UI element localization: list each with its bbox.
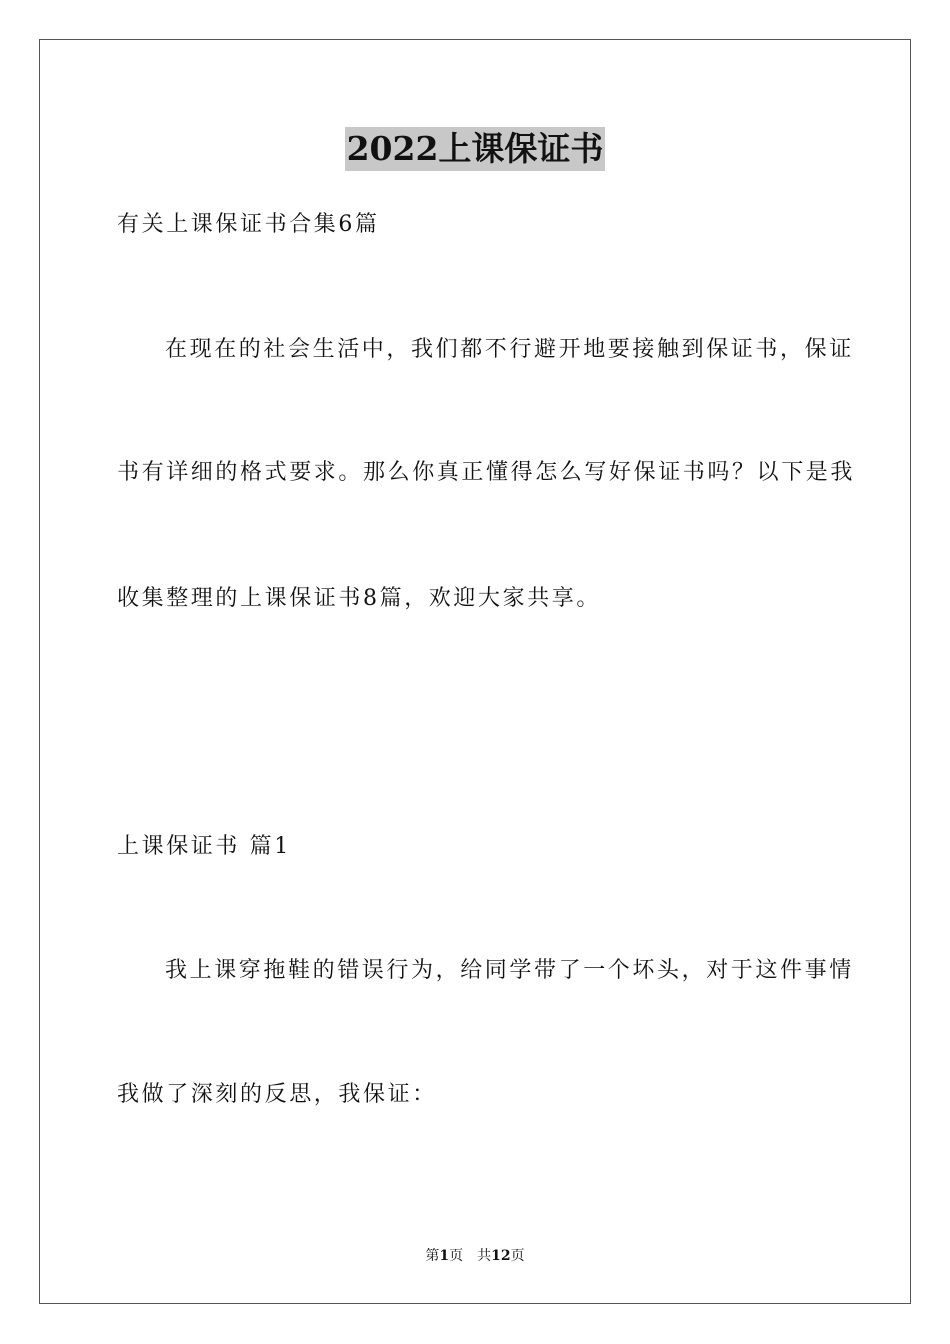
title-wrapper — [0, 127, 950, 171]
footer-current-page: 1 — [439, 1248, 450, 1264]
section-heading: 上课保证书 篇1 — [117, 834, 291, 859]
footer-page-prefix: 第 — [425, 1248, 440, 1264]
footer-page-suffix: 页 — [510, 1248, 525, 1264]
document-title: 2022上课保证书 — [345, 127, 606, 171]
paragraph-line: 书有详细的格式要求。那么你真正懂得怎么写好保证书吗？以下是我 — [117, 460, 856, 485]
page-footer — [0, 1246, 950, 1266]
paragraph-line: 收集整理的上课保证书8篇，欢迎大家共享。 — [117, 586, 601, 611]
footer-page-mid: 页 共 — [449, 1248, 492, 1264]
footer-total-pages: 12 — [491, 1248, 511, 1264]
paragraph-line: 我做了深刻的反思，我保证： — [117, 1082, 437, 1107]
paragraph-line: 我上课穿拖鞋的错误行为，给同学带了一个坏头，对于这件事情 — [165, 958, 854, 983]
paragraph-line: 在现在的社会生活中，我们都不行避开地要接触到保证书，保证 — [165, 337, 854, 362]
document-subtitle: 有关上课保证书合集6篇 — [117, 212, 380, 237]
